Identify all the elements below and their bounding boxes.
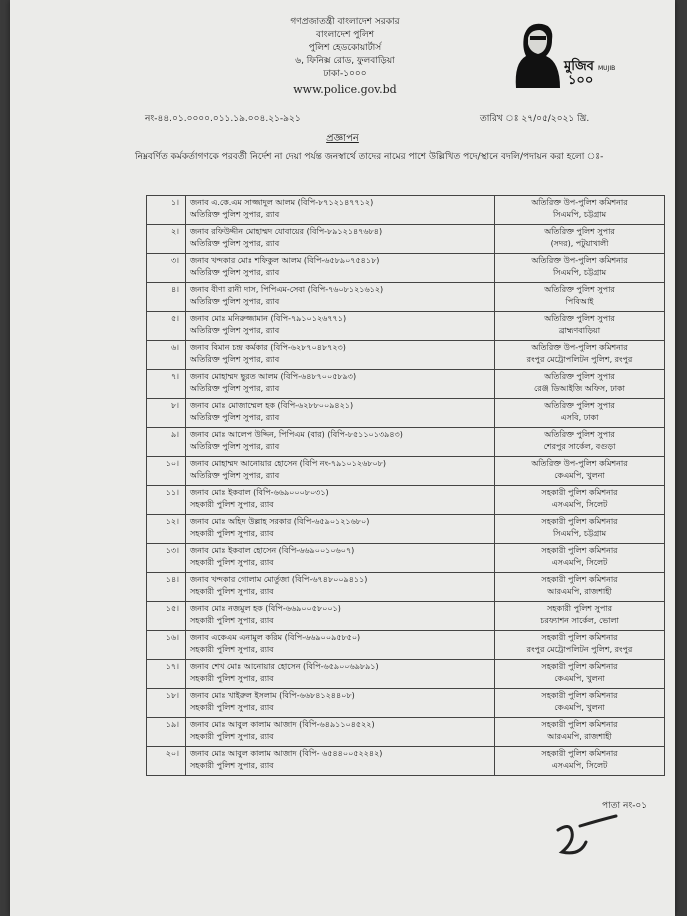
header-line-3: পুলিশ হেডকোয়ার্টার্স <box>308 43 382 53</box>
officer-name: জনাব মোহাম্মদ ছুরত আলম (বিপি-৬৪৮৭০০৫৮৯৩) <box>190 372 357 381</box>
serial-cell <box>147 573 186 602</box>
serial-cell <box>147 660 186 689</box>
serial-cell <box>147 312 186 341</box>
table-row <box>147 602 665 631</box>
new-post: অতিরিক্ত উপ-পুলিশ কমিশনার <box>531 459 628 468</box>
serial-cell <box>147 196 186 225</box>
serial-number: ১৯। <box>165 720 179 729</box>
posting-cell <box>495 573 665 602</box>
posting-cell <box>495 341 665 370</box>
officer-cell <box>186 515 495 544</box>
new-place: শেরপুর সার্কেল, বগুড়া <box>543 442 616 451</box>
table-row <box>147 457 665 486</box>
new-place: এসএমপি, সিলেট <box>551 500 608 509</box>
posting-cell <box>495 515 665 544</box>
table-row <box>147 225 665 254</box>
new-post: সহকারী পুলিশ কমিশনার <box>541 517 618 526</box>
officer-name: জনাব শেখ মোঃ আনোয়ার হোসেন (বিপি-৬৫৯০০৬৯৮৯১) <box>190 662 379 671</box>
serial-number: ৬। <box>170 343 179 352</box>
table-row <box>147 544 665 573</box>
new-post: অতিরিক্ত উপ-পুলিশ কমিশনার <box>531 256 628 265</box>
new-place: এসবি, ঢাকা <box>560 413 599 422</box>
posting-cell <box>495 602 665 631</box>
officer-rank: সহকারী পুলিশ সুপার, র‍্যাব <box>190 558 274 567</box>
serial-cell <box>147 718 186 747</box>
header-line-1: গণপ্রজাতন্ত্রী বাংলাদেশ সরকার <box>290 17 400 27</box>
officer-name: জনাব মোহাম্মদ আনোয়ার হোসেন (বিপি নং-৭৯১০১২৬৮০৮) <box>190 459 386 468</box>
officer-name: জনাব মোঃ ইকবাল (বিপি-৬৬৯০০০৮০৩১) <box>190 488 329 497</box>
officer-cell <box>186 486 495 515</box>
header-line-5: ঢাকা-১০০০ <box>323 69 367 79</box>
officer-name: জনাব মোঃ মোজাম্মেল হক (বিপি-৬২৮৮০০৯৪২১) <box>190 401 354 410</box>
serial-number: ৯। <box>170 430 179 439</box>
table-row <box>147 428 665 457</box>
serial-cell <box>147 341 186 370</box>
letterhead <box>210 16 480 96</box>
posting-cell <box>495 486 665 515</box>
serial-cell <box>147 370 186 399</box>
officer-cell <box>186 689 495 718</box>
serial-cell <box>147 225 186 254</box>
serial-number: ২০। <box>165 749 179 758</box>
officer-rank: অতিরিক্ত পুলিশ সুপার, র‍্যাব <box>190 326 280 335</box>
mujib-100-logo <box>506 18 622 90</box>
new-post: অতিরিক্ত পুলিশ সুপার <box>544 285 615 294</box>
officer-name: জনাব মোঃ খাইরুল ইসলাম (বিপি-৬৬৮৪১২৪৪০৮) <box>190 691 355 700</box>
officer-cell <box>186 660 495 689</box>
notice-title-wrap <box>10 131 675 148</box>
memo-date: তারিখ ঃ ২৭/০৫/২০২১ খ্রি. <box>480 114 590 124</box>
new-post: সহকারী পুলিশ কমিশনার <box>541 633 618 642</box>
table-row <box>147 486 665 515</box>
officer-cell <box>186 602 495 631</box>
new-place: পিবিআই <box>565 297 594 306</box>
memo-number: নং-৪৪.০১.০০০০.০১১.১৯.০০৪.২১-৯২১ <box>145 114 301 124</box>
serial-cell <box>147 457 186 486</box>
new-place: কেএমপি, খুলনা <box>554 674 605 683</box>
officer-rank: সহকারী পুলিশ সুপার, র‍্যাব <box>190 587 274 596</box>
officer-name: জনাব রফিউদ্দীন মোহাম্মদ যোবায়ের (বিপি-৮৯১২১৪৭৬৮৪) <box>190 227 383 236</box>
new-place: রংপুর মেট্রোপলিটন পুলিশ, রংপুর <box>526 355 633 364</box>
officer-name: জনাব খন্দকার মোঃ শফিকুল আলম (বিপি-৬৫৮৯০৭৫৪১৮) <box>190 256 380 265</box>
posting-cell <box>495 370 665 399</box>
serial-number: ১৬। <box>165 633 179 642</box>
officer-cell <box>186 573 495 602</box>
serial-number: ১৭। <box>165 662 179 671</box>
officer-cell <box>186 718 495 747</box>
new-post: অতিরিক্ত উপ-পুলিশ কমিশনার <box>531 198 628 207</box>
officer-rank: সহকারী পুলিশ সুপার, র‍্যাব <box>190 703 274 712</box>
intro-paragraph: নিম্নবর্ণিত কর্মকর্তাগণকে পরবর্তী নির্দেশ না দেয়া পর্যন্ত জনস্বার্থে তাদের নামের পাশে উল্লিখিত পদে/স্থানে বদলি/পদায়ন করা হলো ঃ- <box>135 152 604 162</box>
officer-cell <box>186 457 495 486</box>
officer-cell <box>186 196 495 225</box>
serial-number: ৩। <box>170 256 179 265</box>
serial-number: ১৮। <box>165 691 179 700</box>
officer-name: জনাব মোঃ আলেপ উদ্দিন, পিপিএম (বার) (বিপি-৮৫১১০১৩৯৪৩) <box>190 430 403 439</box>
officer-cell <box>186 283 495 312</box>
table-row <box>147 254 665 283</box>
logo-small-text: MUJIB <box>598 65 616 72</box>
officer-rank: সহকারী পুলিশ সুপার, র‍্যাব <box>190 500 274 509</box>
new-place: সিএমপি, চট্টগ্রাম <box>552 210 607 219</box>
officer-rank: অতিরিক্ত পুলিশ সুপার, র‍্যাব <box>190 355 280 364</box>
posting-cell <box>495 196 665 225</box>
new-place: চরফ্যাশন সার্কেল, ভোলা <box>540 616 619 625</box>
officer-rank: অতিরিক্ত পুলিশ সুপার, র‍্যাব <box>190 297 280 306</box>
officer-name: জনাব মোঃ মনিরুজ্জামান (বিপি-৭৯১০১২৬৭৭১) <box>190 314 347 323</box>
officer-name: জনাব খন্দকার গোলাম মোর্তুজা (বিপি-৬৭৪৮০০৯৪১১) <box>190 575 368 584</box>
officer-rank: অতিরিক্ত পুলিশ সুপার, র‍্যাব <box>190 239 280 248</box>
serial-cell <box>147 747 186 776</box>
officer-cell <box>186 544 495 573</box>
posting-cell <box>495 544 665 573</box>
officer-rank: সহকারী পুলিশ সুপার, র‍্যাব <box>190 732 274 741</box>
table-row <box>147 370 665 399</box>
new-place: রেঞ্জ ডিআইজি অফিস, ঢাকা <box>534 384 625 393</box>
new-place: (সদর), পটুয়াখালী <box>550 239 609 248</box>
header-website: www.police.gov.bd <box>293 83 397 96</box>
serial-number: ৪। <box>170 285 179 294</box>
table-row <box>147 660 665 689</box>
new-place: কেএমপি, খুলনা <box>554 703 605 712</box>
officer-cell <box>186 254 495 283</box>
officer-cell <box>186 225 495 254</box>
new-post: সহকারী পুলিশ কমিশনার <box>541 662 618 671</box>
officer-rank: অতিরিক্ত পুলিশ সুপার, র‍্যাব <box>190 384 280 393</box>
new-place: আরএমপি, রাজশাহী <box>547 732 612 741</box>
logo-text: মুজিব <box>564 59 594 74</box>
officer-name: জনাব একেএম এনামুল করিম (বিপি-৬৬৯০০৯৫৮৫০) <box>190 633 361 642</box>
new-post: অতিরিক্ত পুলিশ সুপার <box>544 227 615 236</box>
serial-number: ৭। <box>170 372 179 381</box>
new-place: ব্রাহ্মণবাড়িয়া <box>558 326 601 335</box>
logo-year: ১০০ <box>568 73 594 88</box>
table-row <box>147 747 665 776</box>
serial-cell <box>147 631 186 660</box>
posting-cell <box>495 399 665 428</box>
serial-number: ২। <box>170 227 179 236</box>
serial-number: ১০। <box>165 459 179 468</box>
notice-title: প্রজ্ঞাপন <box>326 133 359 144</box>
serial-number: ১। <box>170 198 179 207</box>
officer-cell <box>186 631 495 660</box>
table-row <box>147 515 665 544</box>
new-post: সহকারী পুলিশ কমিশনার <box>541 488 618 497</box>
serial-number: ১৪। <box>165 575 179 584</box>
posting-cell <box>495 254 665 283</box>
new-place: কেএমপি, খুলনা <box>554 471 605 480</box>
new-post: সহকারী পুলিশ কমিশনার <box>541 691 618 700</box>
new-place: এসএমপি, সিলেট <box>551 558 608 567</box>
posting-cell <box>495 660 665 689</box>
table-row <box>147 573 665 602</box>
officer-name: জনাব বীণা রানী দাস, পিপিএম-সেবা (বিপি-৭৬০৮১২১৬১২) <box>190 285 384 294</box>
officer-name: জনাব মোঃ আবুল কালাম আজাদ (বিপি- ৬৫৪৪০০৫২২৪২) <box>190 749 383 758</box>
new-place: আরএমপি, রাজশাহী <box>547 587 612 596</box>
serial-cell <box>147 689 186 718</box>
officer-rank: সহকারী পুলিশ সুপার, র‍্যাব <box>190 529 274 538</box>
officer-cell <box>186 747 495 776</box>
posting-cell <box>495 718 665 747</box>
table-row <box>147 341 665 370</box>
table-row <box>147 399 665 428</box>
officer-rank: অতিরিক্ত পুলিশ সুপার, র‍্যাব <box>190 471 280 480</box>
officer-cell <box>186 370 495 399</box>
table-row <box>147 631 665 660</box>
serial-number: ১১। <box>165 488 179 497</box>
posting-cell <box>495 457 665 486</box>
header-line-4: ৬, ফিনিক্স রোড, ফুলবাড়িয়া <box>295 56 395 66</box>
serial-number: ৫। <box>170 314 179 323</box>
table-row <box>147 312 665 341</box>
officer-rank: সহকারী পুলিশ সুপার, র‍্যাব <box>190 761 274 770</box>
posting-cell <box>495 631 665 660</box>
officer-name: জনাব মোঃ আবুল কালাম আজাদ (বিপি-৬৪৯১১০৪৫২২) <box>190 720 375 729</box>
officer-rank: সহকারী পুলিশ সুপার, র‍্যাব <box>190 674 274 683</box>
serial-number: ১৫। <box>165 604 179 613</box>
officer-rank: অতিরিক্ত পুলিশ সুপার, র‍্যাব <box>190 268 280 277</box>
new-post: অতিরিক্ত পুলিশ সুপার <box>544 314 615 323</box>
serial-cell <box>147 515 186 544</box>
officer-name: জনাব মোঃ নজমুল হক (বিপি-৬৬৯০০৫৮০০১) <box>190 604 341 613</box>
new-place: রংপুর মেট্রোপলিটন পুলিশ, রংপুর <box>526 645 633 654</box>
new-post: সহকারী পুলিশ কমিশনার <box>541 720 618 729</box>
table-row <box>147 283 665 312</box>
serial-cell <box>147 544 186 573</box>
posting-cell <box>495 689 665 718</box>
officer-rank: অতিরিক্ত পুলিশ সুপার, র‍্যাব <box>190 442 280 451</box>
new-post: অতিরিক্ত উপ-পুলিশ কমিশনার <box>531 343 628 352</box>
serial-cell <box>147 428 186 457</box>
officer-name: জনাব মোঃ ইকবাল হোসেন (বিপি-৬৬৯০০১০৬০৭) <box>190 546 355 555</box>
officer-cell <box>186 312 495 341</box>
new-post: অতিরিক্ত পুলিশ সুপার <box>544 372 615 381</box>
serial-number: ১৩। <box>165 546 179 555</box>
officer-cell <box>186 341 495 370</box>
officer-name: জনাব এ.কে.এম সাজ্জাদুল আলম (বিপি-৮৭১২১৪৭৭১২) <box>190 198 374 207</box>
transfer-table <box>146 195 665 776</box>
page-number: পাতা নং-০১ <box>602 801 648 811</box>
serial-number: ১২। <box>165 517 179 526</box>
new-place: এসএমপি, সিলেট <box>551 761 608 770</box>
posting-cell <box>495 428 665 457</box>
new-post: অতিরিক্ত পুলিশ সুপার <box>544 430 615 439</box>
header-line-2: বাংলাদেশ পুলিশ <box>315 30 375 40</box>
serial-number: ৮। <box>170 401 179 410</box>
table-row <box>147 689 665 718</box>
officer-rank: সহকারী পুলিশ সুপার, র‍্যাব <box>190 616 274 625</box>
posting-cell <box>495 283 665 312</box>
new-post: সহকারী পুলিশ সুপার <box>546 604 613 613</box>
serial-cell <box>147 602 186 631</box>
new-post: সহকারী পুলিশ কমিশনার <box>541 575 618 584</box>
serial-cell <box>147 283 186 312</box>
officer-rank: অতিরিক্ত পুলিশ সুপার, র‍্যাব <box>190 210 280 219</box>
officer-name: জনাব বিমান চন্দ্র কর্মকার (বিপি-৬২৮৭০৪৮৭২৩) <box>190 343 346 352</box>
serial-cell <box>147 399 186 428</box>
new-post: সহকারী পুলিশ কমিশনার <box>541 546 618 555</box>
table-row <box>147 196 665 225</box>
new-place: সিএমপি, চট্টগ্রাম <box>552 529 607 538</box>
new-place: সিএমপি, চট্টগ্রাম <box>552 268 607 277</box>
officer-cell <box>186 428 495 457</box>
posting-cell <box>495 225 665 254</box>
new-post: সহকারী পুলিশ কমিশনার <box>541 749 618 758</box>
officer-name: জনাব মোঃ অহিদ উল্লাহ সরকার (বিপি-৬৫৯০১২১৬৮০) <box>190 517 370 526</box>
serial-cell <box>147 486 186 515</box>
serial-cell <box>147 254 186 283</box>
officer-cell <box>186 399 495 428</box>
posting-cell <box>495 747 665 776</box>
signature-mark <box>550 812 620 860</box>
officer-rank: অতিরিক্ত পুলিশ সুপার, র‍্যাব <box>190 413 280 422</box>
posting-cell <box>495 312 665 341</box>
table-row <box>147 718 665 747</box>
document-page <box>10 0 675 916</box>
officer-rank: সহকারী পুলিশ সুপার, র‍্যাব <box>190 645 274 654</box>
new-post: অতিরিক্ত পুলিশ সুপার <box>544 401 615 410</box>
